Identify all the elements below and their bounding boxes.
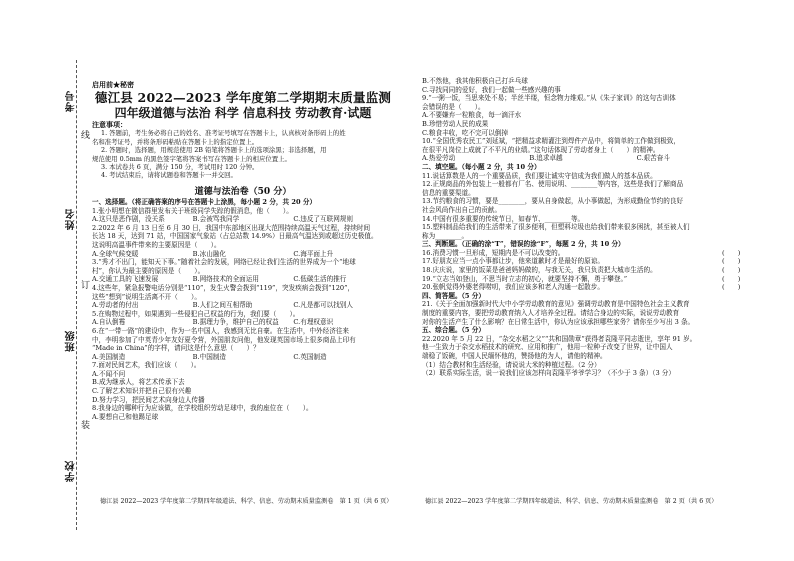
left-question-column (92, 198, 394, 421)
binding-mark-order: 订 (79, 280, 89, 289)
question-line: 对你的生活产生了什么影响？在日常生活中，你认为应该承担哪些家务？请你至少写出 3 条。 (422, 317, 695, 326)
answer-option: A.热爱劳动 (422, 154, 456, 163)
question-line: B.成为继承人，将艺术传承下去 (92, 378, 185, 387)
answer-options (92, 250, 394, 259)
question-line: 这说明高温事件带来的主要原因是（ ）。 (92, 240, 221, 249)
answer-options (92, 215, 394, 224)
exam-subtitle: 四年级道德与法治 科学 信息科技 劳动教育·试题 (114, 106, 372, 120)
question-line: C.粮食丰收，吃不完可以倒掉 (422, 128, 509, 137)
answer-option: B.会被骂我同学 (192, 215, 240, 224)
answer-option: A.美国制造 (92, 352, 126, 361)
footer-right: 德江县 2022—2023 学年度第二学期四年级道法、科学、信息、劳动期末质量监测卷 第 2 页（共 6 页） (425, 498, 718, 505)
note-line: 1. 答题前，考生务必将自己的姓名、准考证号填写在答题卡上，认真核对条形码上的姓 (101, 129, 346, 138)
question-line: B.珍惜劳动人民的成果 (422, 119, 489, 128)
question-line: 他一生致力于杂交水稻技术的研究、应用和推广，他用一粒种子改变了世界，让中国人 (422, 343, 673, 352)
question-text: 18.庆庆说，家里的饭菜是爸爸妈妈做的，与我无关，我只负责把大城市生活的。 (422, 266, 657, 275)
exam-title: 德江县 2022—2023 学年度第二学期期末质量监测 (94, 90, 392, 105)
answer-option: A.这只是恶作剧，没关系 (92, 215, 165, 224)
question-line: （1）结合教材和生活经验，请说说大米的种植过程。（2 分） (422, 360, 601, 369)
field-class: 班级 (66, 330, 77, 352)
answer-parenthesis: ( ) (722, 266, 741, 275)
question-line: C.寻找同同的爱好，我们一起做一些感兴趣的事 (422, 85, 561, 94)
question-line: 14.中国有很多重要的传统节日，如春节、________等。 (422, 214, 585, 223)
confidential-label: 启用前★秘密 (92, 80, 134, 89)
question-line: 制度的重要内容，要把劳动教育纳入人才培养全过程。请结合身边的实际，说说劳动教育 (422, 309, 680, 318)
question-text: 19.“立志当如登山，不思当时立志的初心，就要坚持不懈，勇于攀登。” (422, 274, 628, 283)
answer-option: C.低碳生活的推行 (293, 275, 347, 284)
section-heading: 一、选择题。（将正确答案的序号在答题卡上涂黑，每小题 2 分，共 20 分） (92, 198, 317, 206)
question-text: 16.消费习惯一旦形成，短期内是不可以改变的。 (422, 248, 565, 257)
right-question-column (422, 77, 744, 378)
question-line: 6.在“一带一路”的建设中，作为一名中国人，我感到无比自豪。在生活中，中外经济往来 (92, 326, 349, 335)
answer-option: C.英国制造 (293, 352, 327, 361)
question-line: 4.这些年，紧急报警电话分别是“110”，发生火警会拨到“119”，突发疾病会拨到“120”， (92, 283, 355, 292)
question-text: 20.张帆觉得外婆老得唠叨，我们应该多和老人沟通一起散步。 (422, 283, 604, 292)
answer-option: A.交通工具的飞速发展 (92, 275, 159, 284)
answer-option: B.据理力争，维护自己的权益 (192, 318, 279, 327)
question-line: 13.节约粮食的习惯，要是________，要从自身做起，从小事做起，为形成勤俭节约的良好 (422, 197, 684, 206)
question-line: 这些“想到”说明生活离不开（ ）。 (92, 292, 201, 301)
true-false-item (422, 275, 744, 284)
question-line: 在很平凡岗位上成就了不平凡的业绩。”这句话体现了劳动者身上（ ）的精神。 (422, 145, 660, 154)
answer-option: C.有理权意识 (293, 318, 334, 327)
question-line: C.了解艺术知识并把自己很有兴趣 (92, 387, 192, 396)
answer-parenthesis: ( ) (722, 274, 741, 283)
binding-mark-line: 线 (79, 130, 89, 139)
answer-option: B.人们之间互相帮助 (192, 301, 253, 310)
answer-options (92, 318, 394, 327)
answer-option: C.凡是都可以找别人 (293, 301, 353, 310)
question-line: （2）联系实际生活，说一说我们应该怎样向袁隆平爷爷学习？（不少于 3 条）（3 分） (422, 369, 675, 378)
question-line: “Made in China”的字样，请问这是什么意思（ ）？ (92, 344, 260, 353)
answer-option: C.违反了互联网规则 (293, 215, 353, 224)
question-line: A.要想自己和他踢足球 (92, 412, 159, 421)
question-line: 21.《关于全面加强新时代大中小学劳动教育的意见》强调劳动教育是中国特色社会主义教育 (422, 300, 690, 309)
binding-strip (6, 60, 90, 530)
field-name: 姓名 (66, 208, 77, 230)
answer-options (92, 301, 394, 310)
question-line: 15.塑料制品给我们的生活带来了很多便利，但塑料垃圾也给我们带来很多困扰，甚至被人们 (422, 223, 690, 232)
section-heading: 三、判断题。（正确的涂“T”，错误的涂“F”，每题 2 分，共 10 分） (422, 240, 625, 249)
note-line: 2. 答题时，选择题，用规范使用 2B 铅笔将答题卡上的选项涂黑；非选择题，用 (101, 146, 327, 155)
question-line: 7.面对民间艺术，我们应该（ ）。 (92, 361, 201, 370)
question-line: A.不要嫌弃一粒粮食，每一滴汗水 (422, 111, 522, 120)
answer-parenthesis: ( ) (722, 257, 741, 266)
question-text: 17.好朋友应当一点小事都让步，他来道歉时才是最好的原谅。 (422, 257, 604, 266)
true-false-item (422, 266, 744, 275)
note-line: 3. 本试卷共 6 页，满分 150 分，考试用时 120 分钟。 (101, 163, 259, 172)
answer-options (92, 275, 394, 284)
answer-parenthesis: ( ) (722, 248, 741, 257)
note-line: 名和准考证号，并将条形码粘贴在答题卡上的指定位置上。 (92, 137, 259, 146)
question-line: 会错误的是（ ）。 (422, 102, 485, 111)
answer-option: A.全球气候变暖 (92, 249, 139, 258)
question-line: 12.正规商品的外包装上一般都有厂名、使用说明、________等内容，这些是我们了解商品 (422, 180, 684, 189)
answer-parenthesis: ( ) (722, 283, 741, 292)
question-line: 11.说话算数是人的一个重要品质，我们要让诚实守信成为我们做人的基本品质。 (422, 171, 657, 180)
question-line: 22.2020 年 5 月 22 日，“杂交水稻之父”“共和国勋章”获得者袁隆平同志逝世，享年 91 岁。 (422, 334, 697, 343)
answer-option: A.劳动者的付出 (92, 301, 139, 310)
note-line: 4. 考试结束后，请将试题卷和答题卡一并交回。 (101, 171, 237, 180)
answer-options (422, 154, 744, 163)
question-line: 端稳了饭碗，中国人民缅怀他的，赞扬他的为人，请他的精神。 (422, 352, 607, 360)
answer-option: C.艰苦奋斗 (636, 154, 670, 163)
question-line: 2.2022 年 6 月 13 日至 6 月 30 日，我国中东部地区出现大范围持续高温天气过程，持续时间 (92, 223, 371, 232)
true-false-item (422, 257, 744, 266)
question-line: 信息的重要渠道。 (422, 188, 475, 197)
section-heading: 四、简答题。（5 分） (422, 291, 485, 300)
question-line: 长达 18 天，达到 71 站，中国国家气象站（占总站数 14.9%）日最高气温达到或超过历史极值。 (92, 232, 378, 241)
exam-notes (92, 121, 394, 180)
section-heading: 五、综合题。（5 分） (422, 326, 485, 335)
note-line: 规范使用 0.5mm 的黑色签字笔将答案书写在答题卡上的相应位置上。 (92, 154, 291, 163)
question-line: D.努力学习，把民间艺术向身边人传播 (92, 395, 205, 404)
question-line: 称为________。 (422, 231, 469, 240)
question-line: B.不然他，我其他积极自己打乒乓球 (422, 77, 528, 85)
answer-options (92, 353, 394, 362)
answer-option: B.网络技术的全面运用 (192, 275, 259, 284)
field-exam-number: 考号 (66, 90, 77, 112)
question-line: 1.张小明想在微信群里发布关于班级同学失踪的假消息，他（ ）。 (92, 206, 293, 215)
binding-mark-install: 装 (79, 420, 89, 429)
question-line: 社会风尚作出自己的贡献。 (422, 205, 502, 214)
question-line: 5.在购物过程中，如果遇到一些侵犯自己权益的行为，我们要（ ）。 (92, 309, 300, 318)
notes-heading: 注意事项： (92, 120, 127, 129)
section-title: 道德与法治卷（50 分） (194, 187, 292, 197)
question-line: 10.“全国优秀农民工”刘延斌，“把精益求精灌注到焊件产品中，将简单的工作做到极致， (422, 137, 680, 146)
question-line: 8.我身边的哪种行为应该做，在学校组织劳动足球中，我的座位在（ ）。 (92, 404, 313, 413)
question-line: 9.“一粥一饭，当思来处不易；半丝半缕，恒念物力维艰。”从《朱子家训》的这句古训体 (422, 94, 676, 103)
field-school: 学校 (66, 460, 77, 482)
question-line: 村”，你认为最主要的原因是（ ）。 (92, 266, 205, 275)
true-false-item (422, 283, 744, 292)
question-line: 中，李明参加了中英青少年友好夏令营，外国朋友问他，他发现英国市场上很多商品上印有 (92, 335, 356, 344)
question-line: 3.“秀才不出门，能知天下事。”随着社会的发展，网络已经让我们生活的世界成为一个“地球 (92, 258, 356, 267)
footer-left: 德江县 2022—2023 学年度第二学期四年级道法、科学、信息、劳动期末质量监测卷 第 1 页（共 6 页） (100, 498, 393, 505)
answer-option: B.追求卓越 (529, 154, 563, 163)
question-line: A.不闻不问 (92, 369, 126, 378)
answer-option: A.自认倒霉 (92, 318, 126, 327)
answer-option: B.冰山融化 (192, 249, 226, 258)
answer-option: B.中国制造 (192, 352, 226, 361)
section-heading: 二、填空题。（每小题 2 分，共 10 分） (422, 162, 541, 171)
answer-option: C.海平面上升 (293, 249, 334, 258)
